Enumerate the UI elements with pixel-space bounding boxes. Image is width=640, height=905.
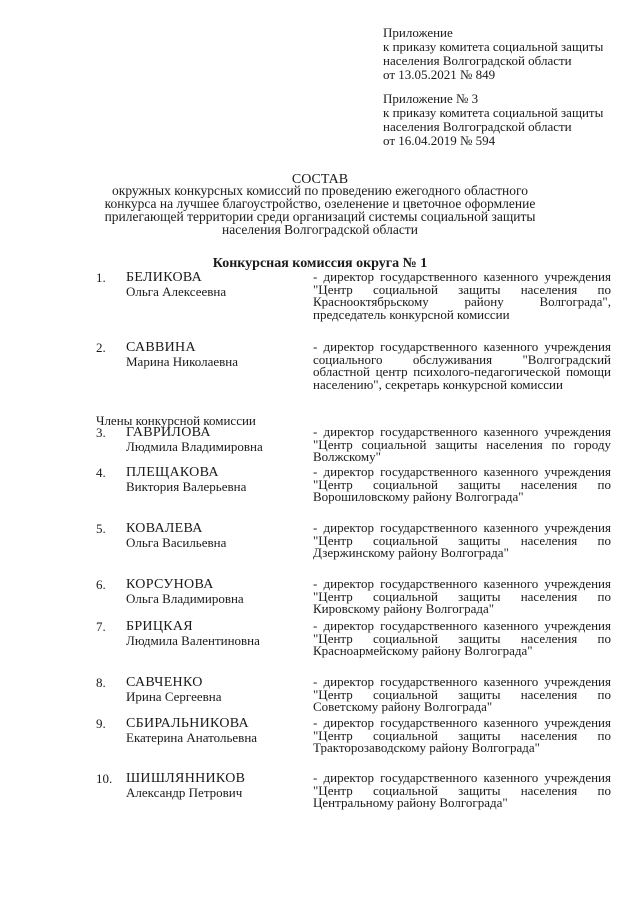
member-given-name: Марина Николаевна — [126, 354, 238, 369]
appendix-line: к приказу комитета социальной защиты — [383, 105, 604, 120]
member-number: 4. — [96, 465, 106, 480]
member-surname: БЕЛИКОВА — [126, 270, 203, 285]
member-surname: КОВАЛЕВА — [126, 521, 203, 536]
member-given-name: Людмила Владимировна — [126, 439, 263, 454]
document-subtitle: окружных конкурсных комиссий по проведению ежегодного областного конкурса на лучшее благоустройство, озеленение и цветочное оформление прилегающей территории среди организаций системы социальной защиты населения Волгоградской области — [104, 183, 536, 237]
member-number: 1. — [96, 270, 106, 285]
member-given-name: Ольга Алексеевна — [126, 284, 227, 299]
member-surname: САВВИНА — [126, 340, 196, 355]
member-given-name: Людмила Валентиновна — [126, 633, 260, 648]
member-surname: БРИЦКАЯ — [126, 619, 193, 634]
member-name — [126, 341, 306, 369]
member-role: - директор государственного казенного учреждения "Центр социальной защиты населения по Краснооктябрьскому району Волгограда", председатель конкурсной комиссии — [313, 269, 611, 322]
member-given-name: Ольга Владимировна — [126, 591, 244, 606]
member-role: - директор государственного казенного учреждения "Центр социальной защиты населения по Красноармейскому району Волгограда" — [313, 618, 611, 659]
member-role: - директор государственного казенного учреждения "Центр социальной защиты населения по Центральному району Волгограда" — [313, 770, 611, 811]
member-number: 7. — [96, 619, 106, 634]
member-number: 3. — [96, 425, 106, 440]
appendix-line: от 16.04.2019 № 594 — [383, 133, 496, 148]
member-number: 6. — [96, 577, 106, 592]
appendix-line: населения Волгоградской области — [383, 53, 572, 68]
member-surname: КОРСУНОВА — [126, 577, 214, 592]
appendix-line: населения Волгоградской области — [383, 119, 572, 134]
appendix-header-original — [383, 92, 623, 148]
member-role: - директор государственного казенного учреждения социального обслуживания "Волгоградский областной центр психолого-педагогической помощи населению", секретарь конкурсной комиссии — [313, 339, 611, 392]
member-name — [126, 717, 306, 745]
member-number: 5. — [96, 521, 106, 536]
member-given-name: Ольга Васильевна — [126, 535, 227, 550]
member-given-name: Виктория Валерьевна — [126, 479, 247, 494]
commission-heading: Конкурсная комиссия округа № 1 — [212, 256, 428, 271]
member-surname: ПЛЕЩАКОВА — [126, 465, 219, 480]
appendix-line: к приказу комитета социальной защиты — [383, 39, 604, 54]
member-surname: ГАВРИЛОВА — [126, 425, 211, 440]
appendix-line: от 13.05.2021 № 849 — [383, 67, 496, 82]
member-name — [126, 578, 306, 606]
member-name — [126, 620, 306, 648]
member-given-name: Ирина Сергеевна — [126, 689, 222, 704]
member-name — [126, 466, 306, 494]
member-number: 10. — [96, 771, 113, 786]
member-name — [126, 676, 306, 704]
member-surname: ШИШЛЯННИКОВ — [126, 771, 246, 786]
member-name — [126, 522, 306, 550]
member-name — [126, 772, 306, 800]
member-name — [126, 271, 306, 299]
member-name — [126, 426, 306, 454]
document-title: СОСТАВ — [291, 172, 349, 187]
members-heading: Члены конкурсной комиссии — [96, 413, 256, 428]
member-surname: САВЧЕНКО — [126, 675, 203, 690]
appendix-header-current — [383, 26, 623, 82]
member-number: 2. — [96, 340, 106, 355]
member-role: - директор государственного казенного учреждения "Центр социальной защиты населения по Кировскому району Волгограда" — [313, 576, 611, 617]
member-given-name: Александр Петрович — [126, 785, 243, 800]
member-given-name: Екатерина Анатольевна — [126, 730, 258, 745]
member-number: 9. — [96, 716, 106, 731]
member-role: - директор государственного казенного учреждения "Центр социальной защиты населения по Тракторозаводскому району Волгограда" — [313, 715, 611, 756]
member-role: - директор государственного казенного учреждения "Центр социальной защиты населения по Советскому району Волгограда" — [313, 674, 611, 715]
member-role: - директор государственного казенного учреждения "Центр социальной защиты населения по городу Волжскому" — [313, 424, 611, 465]
member-role: - директор государственного казенного учреждения "Центр социальной защиты населения по Ворошиловскому району Волгограда" — [313, 464, 611, 505]
member-role: - директор государственного казенного учреждения "Центр социальной защиты населения по Дзержинскому району Волгограда" — [313, 520, 611, 561]
appendix-line: Приложение № 3 — [383, 91, 479, 106]
member-number: 8. — [96, 675, 106, 690]
appendix-line: Приложение — [383, 25, 453, 40]
member-surname: СБИРАЛЬНИКОВА — [126, 716, 249, 731]
